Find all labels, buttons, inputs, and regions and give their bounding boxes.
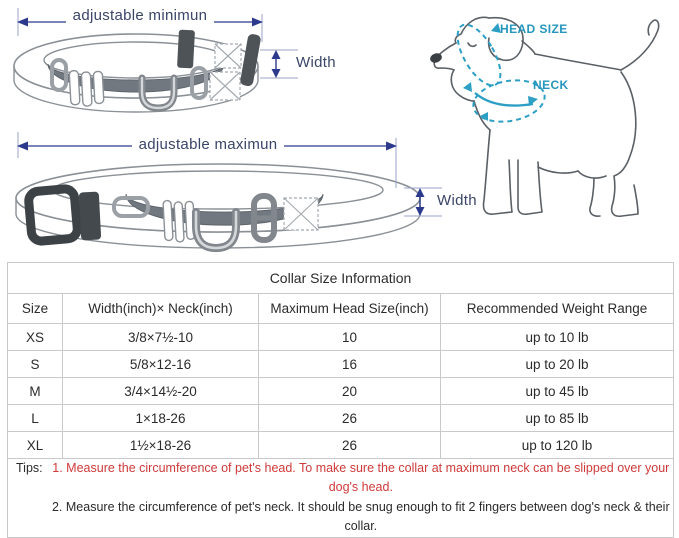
collar-size-table — [7, 262, 674, 538]
col-header-weight: Recommended Weight Range — [441, 294, 674, 324]
table-row-m — [8, 378, 674, 405]
width-label-maximum: Width — [437, 192, 477, 209]
cell-size: L — [8, 405, 63, 432]
puppy-measurement-diagram — [425, 8, 675, 230]
tips-row — [8, 459, 674, 538]
cell-weight: up to 20 lb — [441, 351, 674, 378]
cell-weight: up to 45 lb — [441, 378, 674, 405]
cell-size: XS — [8, 324, 63, 351]
table-row-l — [8, 405, 674, 432]
cell-max-head: 16 — [259, 351, 441, 378]
table-row-s — [8, 351, 674, 378]
table-row-xs — [8, 324, 674, 351]
arrow-right-icon — [252, 18, 263, 27]
stitch-panel-icon — [210, 44, 241, 100]
tip-1: 1. Measure the circumference of pet's head. To make sure the collar at maximum neck can be slipped over your dog's head. — [52, 461, 670, 495]
cell-weight: up to 120 lb — [441, 432, 674, 459]
cell-weight: up to 10 lb — [441, 324, 674, 351]
cell-max-head: 26 — [259, 432, 441, 459]
arrow-up-icon — [416, 188, 425, 197]
cell-width-neck: 5/8×12-16 — [63, 351, 259, 378]
col-header-size: Size — [8, 294, 63, 324]
col-header-width-neck: Width(inch)× Neck(inch) — [63, 294, 259, 324]
arrow-up-icon — [272, 50, 281, 59]
dimension-line-minimum — [12, 6, 268, 42]
dimension-line-maximum — [12, 132, 404, 190]
col-header-max-head: Maximum Head Size(inch) — [259, 294, 441, 324]
tips-label: Tips: — [16, 461, 43, 475]
adjustable-minimum-label: adjustable minimun — [66, 7, 215, 24]
table-title: Collar Size Information — [8, 263, 674, 294]
arrow-right-icon — [386, 142, 397, 151]
cell-max-head: 10 — [259, 324, 441, 351]
table-title-row — [8, 263, 674, 294]
arrow-left-icon — [17, 18, 28, 27]
cell-width-neck: 3/4×14½-20 — [63, 378, 259, 405]
table-header-row — [8, 294, 674, 324]
width-label-minimum: Width — [296, 54, 336, 71]
cell-max-head: 26 — [259, 405, 441, 432]
cell-max-head: 20 — [259, 378, 441, 405]
arrow-left-icon — [17, 142, 28, 151]
table-row-xl — [8, 432, 674, 459]
cell-width-neck: 3/8×7½-10 — [63, 324, 259, 351]
keeper-icon — [79, 192, 101, 241]
arrow-down-icon — [272, 69, 281, 78]
neck-label: NECK — [533, 78, 569, 92]
cell-size: S — [8, 351, 63, 378]
head-size-label: HEAD SIZE — [500, 22, 568, 36]
arrow-down-icon — [416, 207, 425, 216]
tip-2: 2. Measure the circumference of pet's neck. It should be snug enough to fit 2 fingers between dog's neck & their collar. — [51, 499, 670, 534]
stitch-panel-icon — [284, 198, 318, 230]
cell-size: XL — [8, 432, 63, 459]
cell-size: M — [8, 378, 63, 405]
cell-width-neck: 1×18-26 — [63, 405, 259, 432]
cell-width-neck: 1½×18-26 — [63, 432, 259, 459]
cell-weight: up to 85 lb — [441, 405, 674, 432]
adjustable-maximum-label: adjustable maximun — [132, 136, 285, 153]
